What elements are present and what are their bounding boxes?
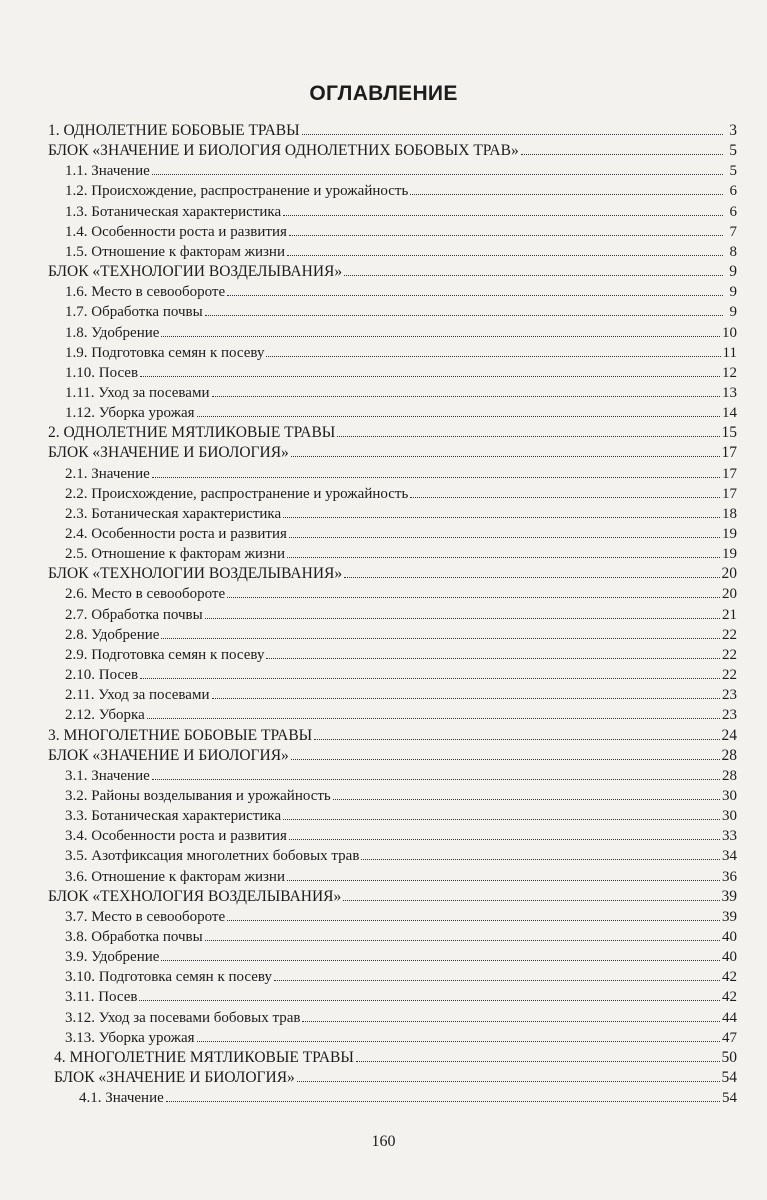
dot-leader	[337, 421, 719, 437]
dot-leader	[266, 341, 720, 357]
toc-entry-page: 28	[721, 746, 737, 764]
dot-leader	[314, 724, 719, 740]
dot-leader	[205, 603, 720, 619]
toc-entry	[79, 1086, 737, 1106]
toc-entry	[65, 1026, 737, 1046]
toc-entry-page: 5	[729, 142, 737, 160]
toc-entry	[65, 502, 737, 522]
dot-leader	[197, 401, 720, 417]
dot-leader	[161, 623, 720, 639]
dot-leader	[521, 139, 723, 155]
dot-leader	[147, 703, 720, 719]
toc-entry-page: 34	[722, 848, 737, 865]
toc-entry-page: 50	[721, 1048, 737, 1066]
toc-entry-label: 1. ОДНОЛЕТНИЕ БОБОВЫЕ ТРАВЫ	[48, 122, 300, 139]
toc-entry-page: 5	[729, 163, 737, 180]
toc-entry-label: 1.11. Уход за посевами	[65, 384, 210, 401]
toc-entry-label: 1.5. Отношение к факторам жизни	[65, 243, 285, 260]
toc-entry-label: БЛОК «ЗНАЧЕНИЕ И БИОЛОГИЯ»	[48, 746, 289, 764]
toc-entry	[65, 623, 737, 643]
dot-leader	[197, 1026, 720, 1042]
toc-entry-page: 3	[729, 122, 737, 139]
toc-entry	[65, 663, 737, 683]
toc-entry	[65, 945, 737, 965]
dot-leader	[302, 1006, 720, 1022]
toc-entry-page: 17	[722, 465, 737, 482]
toc-entry-page: 17	[722, 485, 737, 502]
dot-leader	[212, 683, 721, 699]
dot-leader	[161, 945, 720, 961]
dot-leader	[152, 159, 723, 175]
toc-entry	[65, 643, 737, 663]
toc-entry-page: 22	[722, 626, 737, 643]
toc-entry-page: 44	[722, 1009, 737, 1026]
dot-leader	[140, 361, 720, 377]
toc-entry-page: 30	[722, 808, 737, 825]
toc-entry	[65, 159, 737, 179]
toc-entry-page: 40	[722, 949, 737, 966]
toc-entry-label: 2.1. Значение	[65, 465, 150, 482]
dot-leader	[289, 522, 720, 538]
toc-entry	[65, 522, 737, 542]
dot-leader	[139, 985, 720, 1001]
toc-entry	[65, 462, 737, 482]
toc-entry-page: 7	[729, 223, 737, 240]
toc-entry-page: 39	[721, 887, 737, 905]
toc-entry-page: 14	[722, 405, 737, 422]
dot-leader	[283, 502, 720, 518]
toc-entry-page: 54	[722, 1090, 737, 1107]
toc-entry-label: 1.7. Обработка почвы	[65, 304, 203, 321]
toc-entry-page: 39	[722, 908, 737, 925]
toc-entry-page: 36	[722, 868, 737, 885]
toc-entry-page: 30	[722, 787, 737, 804]
dot-leader	[289, 220, 723, 236]
toc-entry	[48, 744, 737, 764]
toc-entry-page: 23	[722, 707, 737, 724]
toc-entry-page: 20	[722, 586, 737, 603]
dot-leader	[289, 824, 720, 840]
toc-entry	[48, 441, 737, 461]
toc-entry	[48, 562, 737, 582]
toc-entry-label: 1.9. Подготовка семян к посеву	[65, 344, 265, 361]
toc-entry-label: 2.12. Уборка	[65, 707, 145, 724]
toc-entry	[65, 824, 737, 844]
toc-entry-page: 12	[722, 364, 737, 381]
toc-entry	[65, 482, 737, 502]
toc-entry	[65, 401, 737, 421]
toc-entry	[65, 361, 737, 381]
toc-entry	[48, 885, 737, 905]
toc-entry-label: 1.12. Уборка урожая	[65, 405, 195, 422]
toc-entry-page: 33	[722, 828, 737, 845]
dot-leader	[266, 643, 720, 659]
toc-entry	[65, 603, 737, 623]
toc-entry-label: 1.10. Посев	[65, 364, 139, 381]
toc-entry	[65, 804, 737, 824]
dot-leader	[356, 1046, 720, 1062]
toc-entry-page: 6	[729, 183, 737, 200]
toc-entry-page: 17	[721, 444, 737, 462]
toc-entry	[65, 179, 737, 199]
toc-entry-label: БЛОК «ТЕХНОЛОГИИ ВОЗДЕЛЫВАНИЯ»	[48, 565, 343, 583]
toc-entry-label: 3.2. Районы возделывания и урожайность	[65, 787, 331, 804]
page-number: 160	[371, 1133, 396, 1150]
dot-leader	[161, 321, 720, 337]
toc-entry	[65, 220, 737, 240]
dot-leader	[343, 885, 719, 901]
dot-leader	[287, 240, 723, 256]
dot-leader	[227, 905, 720, 921]
dot-leader	[302, 119, 723, 135]
toc-entry	[65, 341, 737, 361]
toc-entry-label: 1.6. Место в севообороте	[65, 284, 226, 301]
toc-entry-page: 22	[722, 646, 737, 663]
toc-entry	[65, 200, 737, 220]
toc-entry-label: 2.8. Удобрение	[65, 626, 160, 643]
toc-entry	[65, 321, 737, 341]
dot-leader	[410, 179, 723, 195]
toc-entry	[65, 280, 737, 300]
toc-entry-page: 47	[722, 1029, 737, 1046]
toc-entry-label: 1.4. Особенности роста и развития	[65, 223, 287, 240]
toc-entry	[65, 865, 737, 885]
toc-entry-page: 21	[722, 606, 737, 623]
toc-entry-page: 9	[729, 263, 737, 281]
toc-entry-label: БЛОК «ЗНАЧЕНИЕ И БИОЛОГИЯ»	[48, 444, 289, 462]
toc-entry-label: 2.5. Отношение к факторам жизни	[65, 546, 285, 563]
dot-leader	[287, 542, 720, 558]
toc-entry-label: 2.2. Происхождение, распространение и урожайность	[65, 485, 409, 502]
dot-leader	[166, 1086, 720, 1102]
toc-entry	[48, 260, 737, 280]
toc-entry-page: 40	[722, 929, 737, 945]
toc-entry-page: 10	[722, 324, 737, 341]
toc-entry-label: 2.3. Ботаническая характеристика	[65, 505, 282, 522]
toc-entry-label: 3.4. Особенности роста и развития	[65, 828, 287, 845]
toc-entry	[65, 1006, 737, 1026]
dot-leader	[361, 844, 720, 860]
toc-entry-label: 3.9. Удобрение	[65, 949, 160, 966]
toc-entry	[54, 1066, 737, 1086]
toc-entry-label: 3.12. Уход за посевами бобовых трав	[65, 1009, 301, 1026]
dot-leader	[410, 482, 720, 498]
toc-entry-label: 3.6. Отношение к факторам жизни	[65, 868, 285, 885]
toc-entry	[48, 139, 737, 159]
dot-leader	[140, 663, 720, 679]
toc-entry-page: 9	[729, 304, 737, 321]
toc-entry-label: 2.6. Место в севообороте	[65, 586, 226, 603]
toc-entry-label: БЛОК «ЗНАЧЕНИЕ И БИОЛОГИЯ ОДНОЛЕТНИХ БОБОВЫХ ТРАВ»	[48, 142, 519, 160]
dot-leader	[205, 300, 723, 316]
toc-entry	[65, 965, 737, 985]
toc-entry-label: 1.1. Значение	[65, 163, 150, 180]
toc-entry-label: 3.3. Ботаническая характеристика	[65, 808, 282, 825]
toc-entry	[65, 240, 737, 260]
toc-entry-label: 3.8. Обработка почвы	[65, 929, 203, 945]
toc-entry-label: 2.4. Особенности роста и развития	[65, 526, 287, 542]
toc-entry-label: 3.10. Подготовка семян к посеву	[65, 969, 272, 986]
toc-entry-label: БЛОК «ТЕХНОЛОГИЯ ВОЗДЕЛЫВАНИЯ»	[48, 887, 342, 905]
toc-entry	[65, 683, 737, 703]
toc-entry-label: 3.7. Место в севообороте	[65, 908, 226, 925]
toc-entry	[65, 381, 737, 401]
dot-leader	[274, 965, 720, 981]
dot-leader	[283, 200, 723, 216]
toc-entry-page: 18	[722, 505, 737, 522]
dot-leader	[297, 1066, 720, 1082]
toc-entry	[48, 421, 737, 441]
toc-entry	[48, 724, 737, 744]
toc-entry-label: 3.13. Уборка урожая	[65, 1029, 195, 1046]
dot-leader	[344, 562, 719, 578]
dot-leader	[287, 865, 720, 881]
toc-entry-label: 3.5. Азотфиксация многолетних бобовых трав	[65, 848, 360, 865]
toc-entry-label: 1.8. Удобрение	[65, 324, 160, 341]
toc-entry-page: 22	[722, 667, 737, 684]
dot-leader	[291, 744, 720, 760]
toc-entry-page: 19	[722, 546, 737, 563]
toc-entry	[65, 703, 737, 723]
toc-entry-label: БЛОК «ЗНАЧЕНИЕ И БИОЛОГИЯ»	[54, 1069, 295, 1087]
toc-entry-page: 42	[722, 989, 737, 1006]
toc-entry-page: 13	[722, 384, 737, 401]
dot-leader	[227, 582, 720, 598]
toc-entry	[65, 925, 737, 945]
toc-entry-label: БЛОК «ТЕХНОЛОГИИ ВОЗДЕЛЫВАНИЯ»	[48, 263, 343, 281]
toc-entry-page: 54	[721, 1069, 737, 1087]
toc-entry-label: 1.3. Ботаническая характеристика	[65, 203, 282, 220]
toc-entry	[65, 985, 737, 1005]
dot-leader	[205, 925, 720, 941]
toc-entry-page: 15	[721, 424, 737, 442]
toc-entry-page: 20	[721, 565, 737, 583]
dot-leader	[291, 441, 720, 457]
toc-entry	[65, 764, 737, 784]
dot-leader	[344, 260, 723, 276]
toc-entry-label: 1.2. Происхождение, распространение и урожайность	[65, 183, 409, 200]
dot-leader	[152, 462, 720, 478]
page-title: ОГЛАВЛЕНИЕ	[309, 82, 458, 105]
toc-entry-label: 2.11. Уход за посевами	[65, 687, 210, 704]
toc-entry	[65, 542, 737, 562]
toc-entry-label: 3.1. Значение	[65, 767, 150, 784]
toc-entry-page: 11	[722, 344, 737, 361]
toc-entry-label: 4. МНОГОЛЕТНИЕ МЯТЛИКОВЫЕ ТРАВЫ	[54, 1048, 354, 1066]
dot-leader	[212, 381, 721, 397]
toc-entry	[65, 300, 737, 320]
toc-entry	[48, 119, 737, 139]
toc-entry	[65, 784, 737, 804]
dot-leader	[227, 280, 723, 296]
toc-entry-page: 6	[729, 203, 737, 220]
toc-entry	[54, 1046, 737, 1066]
toc-entry-label: 2.10. Посев	[65, 667, 139, 684]
toc-entry-page: 19	[722, 526, 737, 542]
toc-entry-label: 2.7. Обработка почвы	[65, 606, 203, 623]
toc-entry-label: 2. ОДНОЛЕТНИЕ МЯТЛИКОВЫЕ ТРАВЫ	[48, 424, 336, 442]
toc-entry	[65, 844, 737, 864]
toc-entry-page: 42	[722, 969, 737, 986]
toc-entry-page: 28	[722, 767, 737, 784]
toc-entry-page: 24	[721, 726, 737, 744]
toc-entry	[65, 905, 737, 925]
dot-leader	[283, 804, 720, 820]
toc-entry	[65, 582, 737, 602]
toc-entry-label: 4.1. Значение	[79, 1090, 164, 1107]
dot-leader	[152, 764, 720, 780]
toc-entry-label: 3.11. Посев	[65, 989, 138, 1006]
toc-entry-label: 2.9. Подготовка семян к посеву	[65, 646, 265, 663]
toc-entry-page: 8	[729, 243, 737, 260]
toc-entry-page: 9	[729, 284, 737, 301]
dot-leader	[333, 784, 720, 800]
toc-entry-page: 23	[722, 687, 737, 704]
toc-entry-label: 3. МНОГОЛЕТНИЕ БОБОВЫЕ ТРАВЫ	[48, 726, 313, 744]
